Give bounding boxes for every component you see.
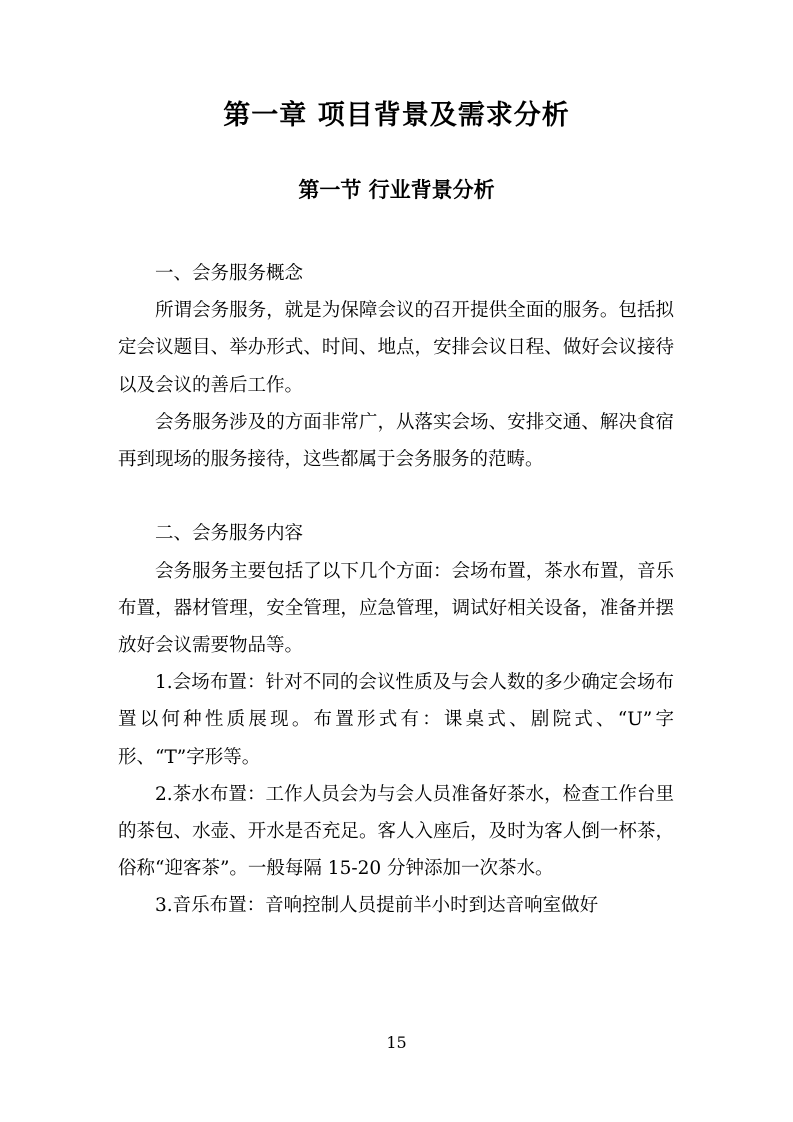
chapter-title: 第一章 项目背景及需求分析 bbox=[223, 100, 570, 131]
part2-item-2: 2.茶水布置：工作人员会为与会人员准备好茶水，检查工作台里的茶包、水壶、开水是否充足。客人入座后，及时为客人倒一杯茶，俗称“迎客茶”。一般每隔 15-20 分钟添加一次茶水。 bbox=[118, 783, 674, 880]
part2-item-1: 1.会场布置：针对不同的会议性质及与会人数的多少确定会场布置以何种性质展现。布置形式有：课桌式、剧院式、“U”字形、“T”字形等。 bbox=[118, 672, 674, 768]
part2-intro: 会务服务主要包括了以下几个方面：会场布置，茶水布置，音乐布置，器材管理，安全管理，应急管理，调试好相关设备，准备并摆放好会议需要物品等。 bbox=[118, 560, 674, 657]
page-number: 15 bbox=[386, 1033, 407, 1052]
part2-item-3: 3.音乐布置：音响控制人员提前半小时到达音响室做好 bbox=[155, 895, 599, 917]
part1-paragraph-1: 所谓会务服务，就是为保障会议的召开提供全面的服务。包括拟定会议题目、举办形式、时间、地点，安排会议日程、做好会议接待以及会议的善后工作。 bbox=[118, 300, 674, 396]
paragraph-gap bbox=[118, 478, 674, 515]
section-title: 第一节 行业背景分析 bbox=[298, 177, 495, 202]
part1-heading: 一、会务服务概念 bbox=[155, 263, 304, 284]
body-text bbox=[118, 255, 674, 925]
part2-heading: 二、会务服务内容 bbox=[155, 523, 304, 545]
part1-paragraph-2: 会务服务涉及的方面非常广，从落实会场、安排交通、解决食宿再到现场的服务接待，这些都属于会务服务的范畴。 bbox=[118, 411, 674, 471]
